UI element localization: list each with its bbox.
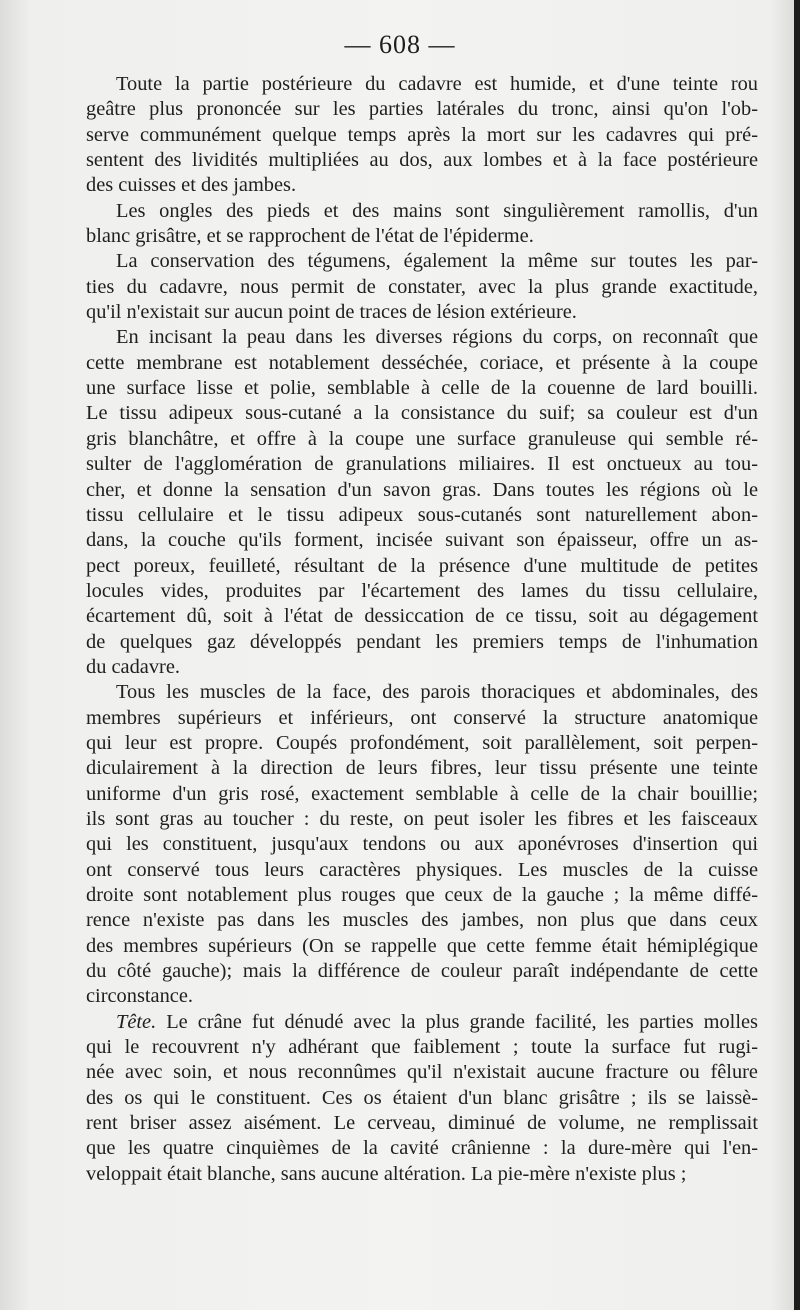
text-line: des membres supérieurs (On se rappelle que cette femme était hémiplégique	[86, 934, 758, 957]
text-line: qui le recouvrent n'y adhérant que faiblement ; toute la surface fut rugi-	[86, 1036, 758, 1059]
text-line: Les ongles des pieds et des mains sont singulièrement ramollis, d'un	[116, 199, 758, 222]
text-line: une surface lisse et polie, semblable à celle de la couenne de lard bouilli.	[86, 377, 758, 400]
text-line: gris blanchâtre, et offre à la coupe une surface granuleuse qui semble ré-	[86, 427, 758, 450]
text-line: qui leur est propre. Coupés profondément, soit parallèlement, soit perpen-	[86, 731, 758, 754]
text-line: La conservation des tégumens, également la même sur toutes les par-	[116, 250, 758, 273]
paragraph	[86, 325, 758, 680]
text-line: des cuisses et des jambes.	[86, 174, 297, 197]
paragraph	[86, 1010, 758, 1187]
text-line: que les quatre cinquièmes de la cavité crânienne : la dure-mère qui l'en-	[86, 1137, 758, 1160]
text-line: Le tissu adipeux sous-cutané a la consistance du suif; sa couleur est d'un	[86, 402, 758, 425]
text-line: cette membrane est notablement desséchée, coriace, et présente à la coupe	[86, 351, 758, 374]
text-line: de quelques gaz développés pendant les premiers temps de l'inhumation	[86, 630, 758, 653]
text-line: rence n'existe pas dans les muscles des jambes, non plus que dans ceux	[86, 909, 758, 932]
text-line: diculairement à la direction de leurs fibres, leur tissu présente une teinte	[86, 757, 758, 780]
paragraph	[86, 72, 758, 199]
text-line: ils sont gras au toucher : du reste, on peut isoler les fibres et les faisceaux	[86, 807, 758, 830]
text-line: ont conservé tous leurs caractères physiques. Les muscles de la cuisse	[86, 858, 758, 881]
page-number: — 608 —	[344, 30, 456, 59]
text-line: née avec soin, et nous reconnûmes qu'il n'existait aucune fracture ou fêlure	[86, 1061, 758, 1084]
text-line: geâtre plus prononcée sur les parties latérales du tronc, ainsi qu'on l'ob-	[86, 98, 758, 121]
text-line: pect poreux, feuilleté, résultant de la présence d'une multitude de petites	[86, 554, 758, 577]
text-line: du cadavre.	[86, 655, 180, 678]
page-edge-shadow	[794, 0, 800, 1310]
text-line: Tous les muscles de la face, des parois thoraciques et abdominales, des	[116, 681, 758, 704]
text-line: En incisant la peau dans les diverses régions du corps, on reconnaît que	[116, 326, 758, 349]
text-line: membres supérieurs et inférieurs, ont conservé la structure anatomique	[86, 706, 758, 729]
text-line: rent briser assez aisément. Le cerveau, diminué de volume, ne remplissait	[86, 1112, 758, 1135]
text-line: cher, et donne la sensation d'un savon gras. Dans toutes les régions où le	[86, 478, 758, 501]
text-line: uniforme d'un gris rosé, exactement semblable à celle de la chair bouillie;	[86, 782, 758, 805]
text-line: qui les constituent, jusqu'aux tendons ou aux aponévroses d'insertion qui	[86, 833, 758, 856]
text-line: veloppait était blanche, sans aucune altération. La pie-mère n'existe plus ;	[86, 1162, 687, 1185]
text-line: sulter de l'agglomération de granulations miliaires. Il est onctueux au tou-	[86, 453, 758, 476]
paragraph	[86, 249, 758, 325]
body-text	[86, 72, 758, 1187]
text-line: locules vides, produites par l'écartement des lames du tissu cellulaire,	[86, 579, 758, 602]
text-line: ties du cadavre, nous permit de constater, avec la plus grande exactitude,	[86, 275, 758, 298]
text-line: circonstance.	[86, 985, 193, 1008]
text-line: Tête. Le crâne fut dénudé avec la plus grande facilité, les parties molles	[116, 1010, 758, 1033]
text-line: serve communément quelque temps après la mort sur les cadavres qui pré-	[86, 123, 758, 146]
paragraph	[86, 199, 758, 250]
text-line: des os qui le constituent. Ces os étaient d'un blanc grisâtre ; ils se laissè-	[86, 1086, 758, 1109]
text-line: sentent des lividités multipliées au dos, aux lombes et à la face postérieure	[86, 149, 758, 172]
text-line: dans, la couche qu'ils forment, incisée suivant son épaisseur, offre un as-	[86, 529, 758, 552]
paragraph	[86, 680, 758, 1009]
text-line: droite sont notablement plus rouges que ceux de la gauche ; la même diffé-	[86, 884, 758, 906]
text-line: qu'il n'existait sur aucun point de traces de lésion extérieure.	[86, 301, 577, 324]
text-line: blanc grisâtre, et se rapprochent de l'état de l'épiderme.	[86, 225, 534, 248]
text-line: tissu cellulaire et le tissu adipeux sous-cutanés sont naturellement abon-	[86, 503, 758, 526]
text-line: du côté gauche); mais la différence de couleur paraît indépendante de cette	[86, 960, 758, 983]
text-line: écartement dû, soit à l'état de dessiccation de ce tissu, soit au dégagement	[86, 605, 758, 628]
section-heading: Tête.	[116, 1010, 157, 1033]
text-line: Toute la partie postérieure du cadavre est humide, et d'une teinte rou	[116, 73, 758, 95]
